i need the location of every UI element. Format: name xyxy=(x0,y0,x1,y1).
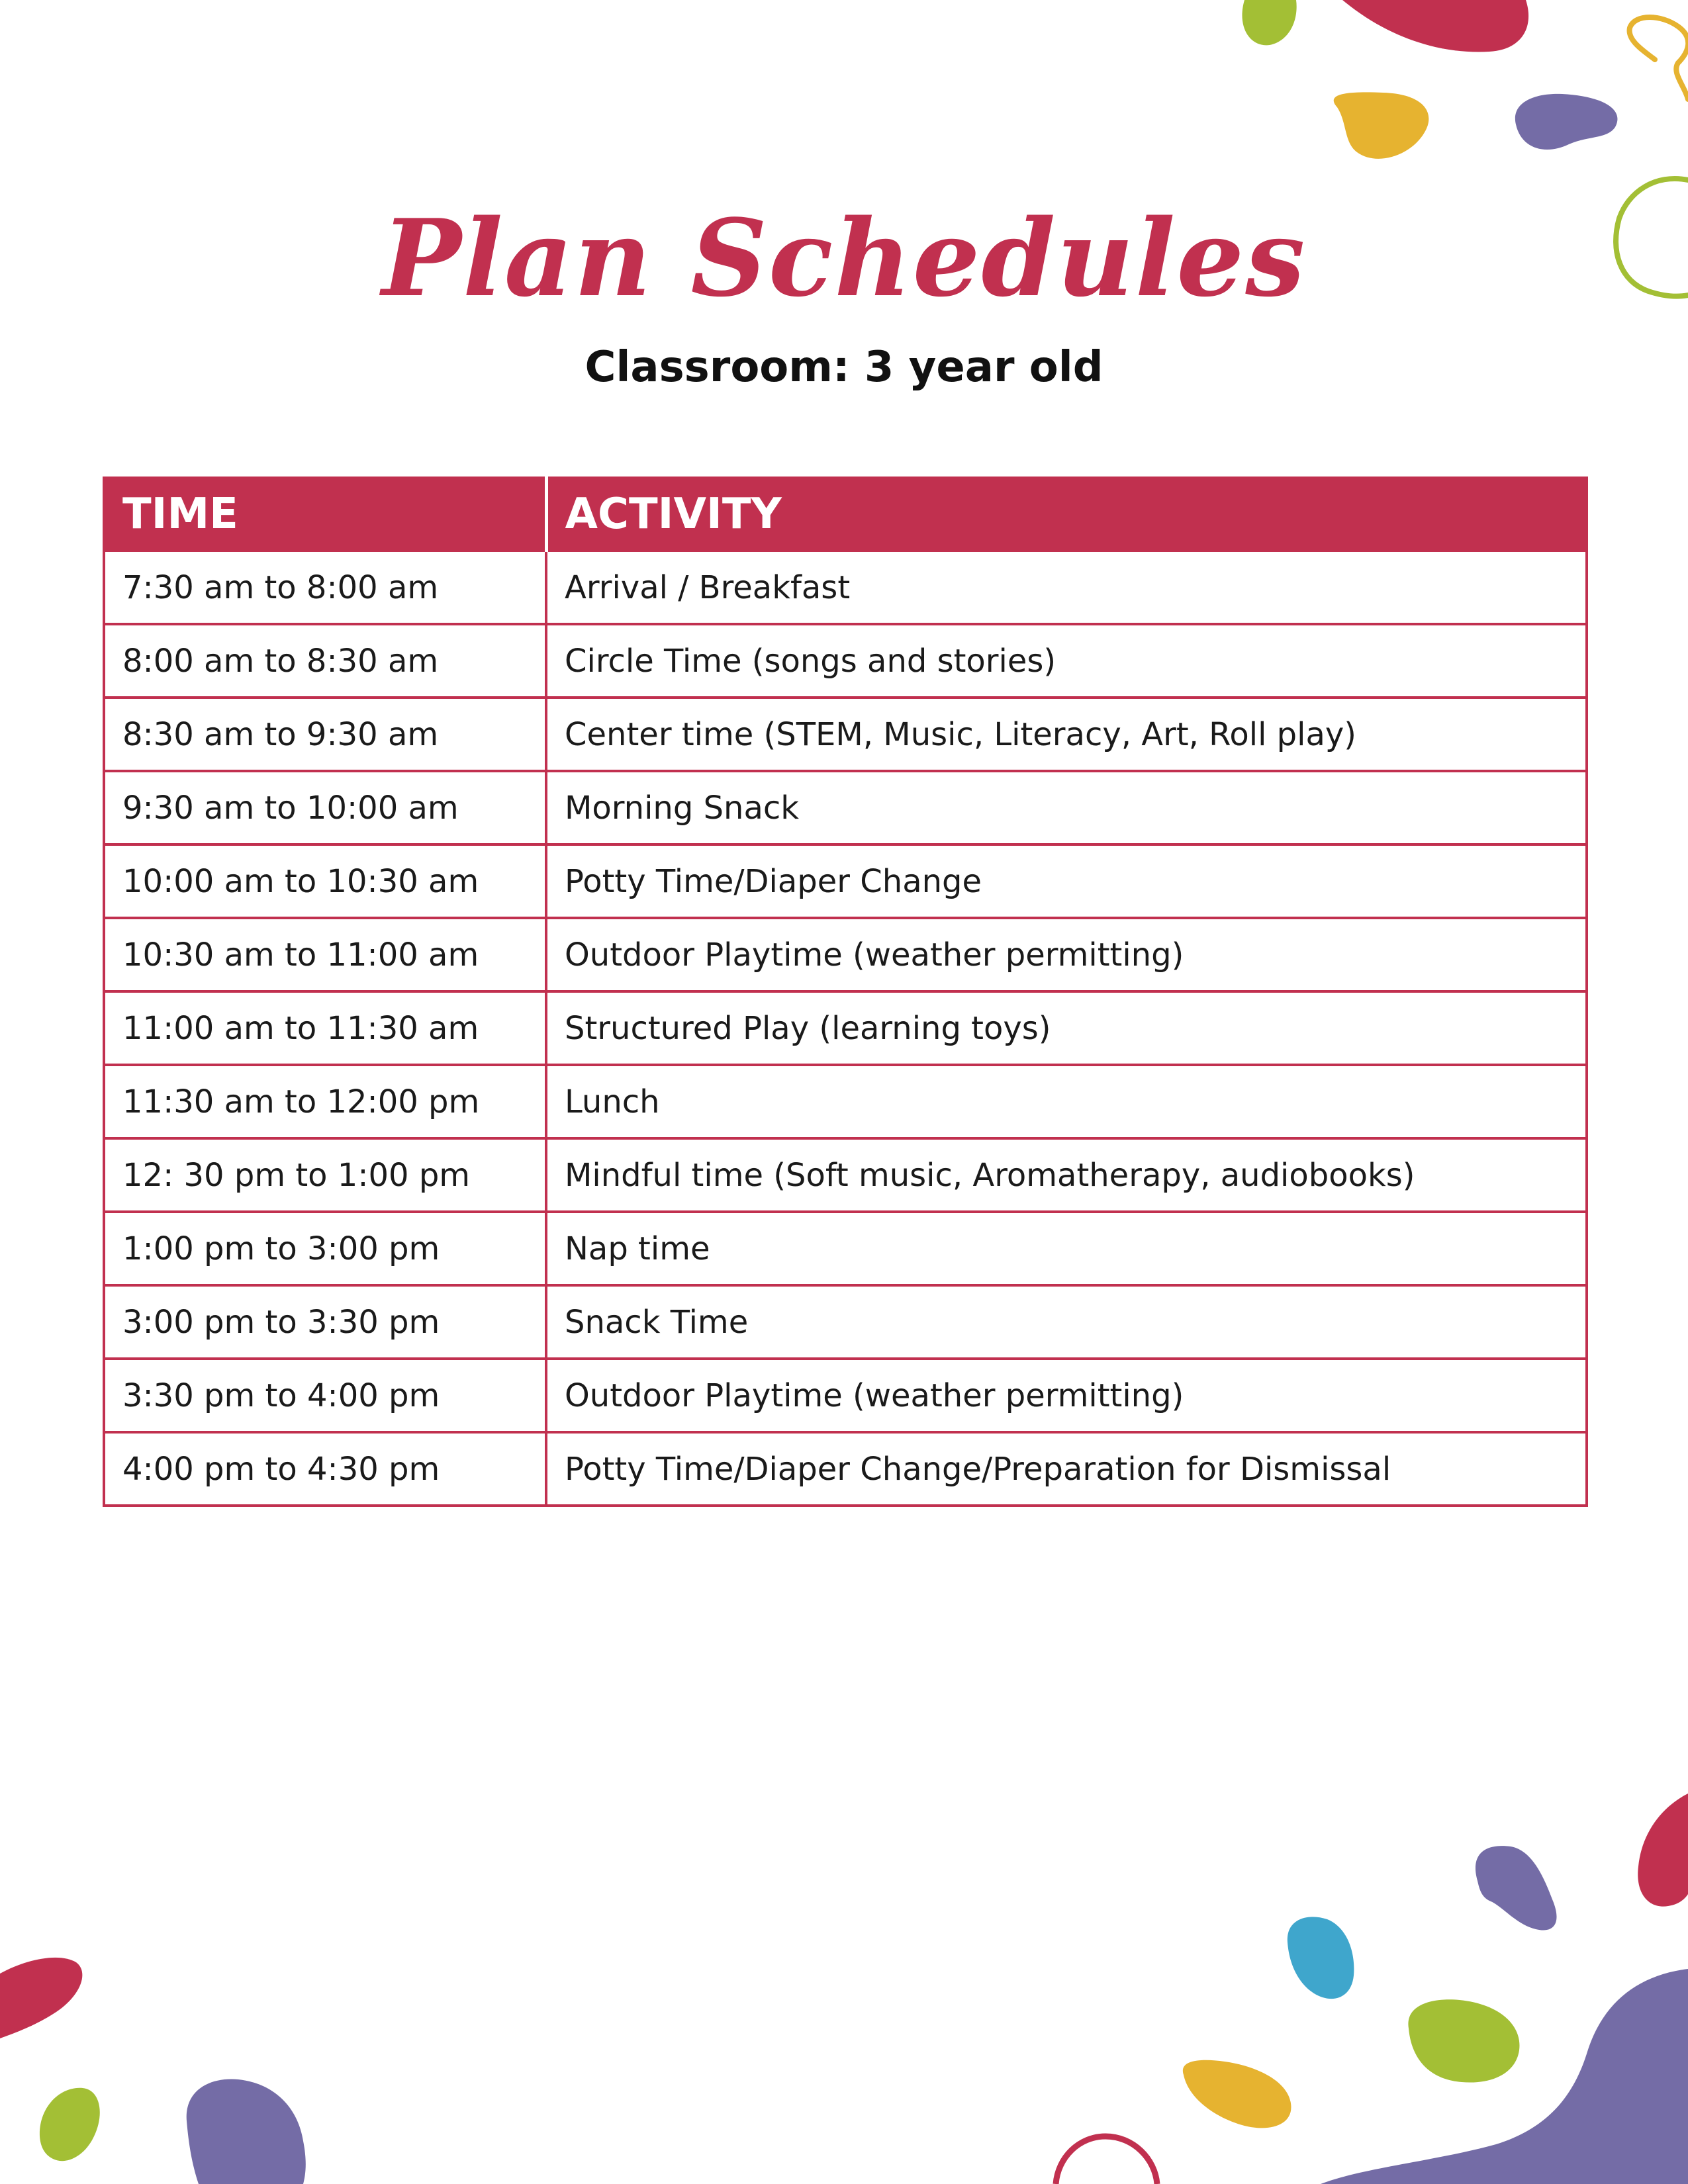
blue-blob-bottom xyxy=(1288,1917,1354,1999)
time-cell: 1:00 pm to 3:00 pm xyxy=(104,1212,546,1285)
activity-cell: Arrival / Breakfast xyxy=(546,551,1587,624)
purple-blob-bottom-right xyxy=(1476,1846,1557,1930)
activity-cell: Mindful time (Soft music, Aromatherapy, audiobooks) xyxy=(546,1138,1587,1212)
time-column-header: TIME xyxy=(104,478,546,551)
time-cell: 3:00 pm to 3:30 pm xyxy=(104,1285,546,1359)
time-cell: 11:00 am to 11:30 am xyxy=(104,991,546,1065)
time-cell: 7:30 am to 8:00 am xyxy=(104,551,546,624)
activity-cell: Center time (STEM, Music, Literacy, Art, Roll play) xyxy=(546,698,1587,771)
time-cell: 10:30 am to 11:00 am xyxy=(104,918,546,991)
time-cell: 3:30 pm to 4:00 pm xyxy=(104,1359,546,1432)
time-cell: 10:00 am to 10:30 am xyxy=(104,844,546,918)
activity-cell: Nap time xyxy=(546,1212,1587,1285)
activity-cell: Snack Time xyxy=(546,1285,1587,1359)
yellow-blob-top xyxy=(1334,92,1429,158)
table-row xyxy=(104,1138,1587,1212)
time-cell: 11:30 am to 12:00 pm xyxy=(104,1065,546,1138)
table-row xyxy=(104,771,1587,844)
table-row xyxy=(104,551,1587,624)
time-cell: 12: 30 pm to 1:00 pm xyxy=(104,1138,546,1212)
time-cell: 9:30 am to 10:00 am xyxy=(104,771,546,844)
table-row xyxy=(104,624,1587,698)
activity-cell: Potty Time/Diaper Change xyxy=(546,844,1587,918)
table-row xyxy=(104,991,1587,1065)
red-ring-bottom xyxy=(1056,2136,1157,2184)
activity-cell: Outdoor Playtime (weather permitting) xyxy=(546,918,1587,991)
table-row xyxy=(104,1212,1587,1285)
time-cell: 8:30 am to 9:30 am xyxy=(104,698,546,771)
activity-cell: Morning Snack xyxy=(546,771,1587,844)
purple-blob-top xyxy=(1515,94,1618,150)
table-row xyxy=(104,698,1587,771)
activity-cell: Circle Time (songs and stories) xyxy=(546,624,1587,698)
time-cell: 8:00 am to 8:30 am xyxy=(104,624,546,698)
header-row xyxy=(104,478,1587,551)
green-blob-bottom-right xyxy=(1408,1999,1519,2082)
red-blob-bottom-left xyxy=(0,1958,82,2038)
activity-cell: Lunch xyxy=(546,1065,1587,1138)
yellow-outline-blob xyxy=(1630,17,1688,99)
green-blob-top xyxy=(1242,0,1296,45)
page-title: Plan Schedules xyxy=(381,196,1307,320)
table-row xyxy=(104,1065,1587,1138)
time-cell: 4:00 pm to 4:30 pm xyxy=(104,1432,546,1506)
green-blob-bottom-left xyxy=(40,2088,100,2161)
yellow-blob-bottom xyxy=(1183,2060,1291,2128)
table-row xyxy=(104,1432,1587,1506)
purple-wave-bottom-right xyxy=(1321,1969,1688,2184)
classroom-subtitle: Classroom: 3 year old xyxy=(585,343,1103,392)
purple-blob-bottom-left xyxy=(187,2079,306,2184)
activity-cell: Outdoor Playtime (weather permitting) xyxy=(546,1359,1587,1432)
table-row xyxy=(104,1285,1587,1359)
red-blob-top xyxy=(1342,0,1528,52)
schedule-table xyxy=(103,477,1588,1507)
table-row xyxy=(104,1359,1587,1432)
table-row xyxy=(104,844,1587,918)
table-row xyxy=(104,918,1587,991)
red-blob-bottom-right xyxy=(1638,1794,1688,1907)
activity-column-header: ACTIVITY xyxy=(546,478,1587,551)
activity-cell: Potty Time/Diaper Change/Preparation for Dismissal xyxy=(546,1432,1587,1506)
activity-cell: Structured Play (learning toys) xyxy=(546,991,1587,1065)
